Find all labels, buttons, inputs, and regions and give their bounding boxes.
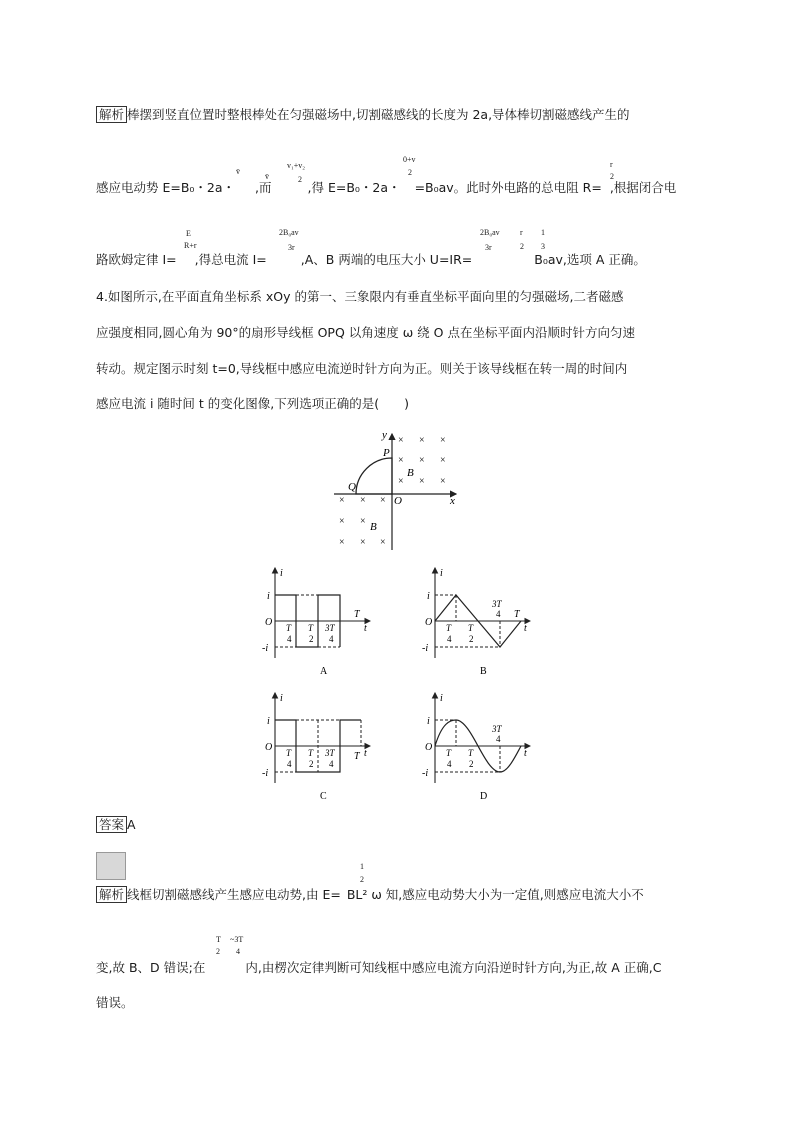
frac-U-num: 2B₀av	[480, 228, 500, 237]
svg-text:×: ×	[419, 455, 425, 466]
svg-text:4: 4	[287, 759, 292, 769]
svg-text:3T: 3T	[492, 724, 502, 734]
frac-U2-num: r	[520, 228, 523, 237]
svg-text:×: ×	[398, 476, 404, 487]
svg-text:×: ×	[398, 455, 404, 466]
frac-U2-den: 2	[520, 242, 524, 251]
svg-text:3T: 3T	[325, 623, 335, 633]
svg-text:×: ×	[339, 537, 345, 548]
answer-tag: 答案	[96, 816, 127, 833]
svg-text:i: i	[280, 568, 283, 579]
svg-text:3T: 3T	[492, 599, 502, 609]
magnetic-field-figure	[330, 426, 470, 554]
svg-text:2: 2	[309, 634, 314, 644]
svg-text:T: T	[354, 751, 360, 762]
sup-vbar-2: v̄	[265, 172, 269, 181]
svg-text:i: i	[427, 716, 430, 727]
svg-text:O: O	[265, 617, 273, 628]
analysis2-line-3: 错误。	[96, 995, 134, 1010]
svg-text:T: T	[286, 748, 292, 758]
frac-r-den: 2	[610, 172, 614, 181]
origin-label: O	[394, 495, 402, 507]
answer-line	[96, 815, 136, 833]
y-label: y	[382, 429, 387, 441]
analysis2-tag: 解析	[96, 886, 127, 903]
graph-B	[422, 568, 530, 677]
svg-text:O: O	[425, 742, 433, 753]
svg-text:×: ×	[419, 476, 425, 487]
svg-text:-i: -i	[422, 768, 429, 779]
svg-text:×: ×	[440, 476, 446, 487]
svg-text:×: ×	[398, 435, 404, 446]
svg-text:4: 4	[447, 634, 452, 644]
B-label-bottom: B	[370, 521, 377, 533]
Q-label: Q	[348, 481, 356, 493]
label-A: A	[320, 666, 328, 677]
svg-text:2: 2	[309, 759, 314, 769]
svg-text:2: 2	[469, 759, 474, 769]
question-4-line-3: 转动。规定图示时刻 t=0,导线框中感应电流逆时针方向为正。则关于该导线框在转一周的时间内	[96, 361, 628, 376]
sup-vbar: v̄	[236, 167, 240, 176]
svg-text:O: O	[425, 617, 433, 628]
svg-text:T: T	[286, 623, 292, 633]
frac-half-den: 2	[360, 875, 364, 884]
frac-I2-num: 2B₀av	[279, 228, 299, 237]
svg-text:×: ×	[360, 537, 366, 548]
svg-text:T: T	[354, 609, 360, 620]
analysis-line-1: 解析 棒摆到竖直位置时整根棒处在匀强磁场中,切割磁感线的长度为 2a,导体棒切割磁感线产生的	[96, 105, 630, 123]
svg-text:-i: -i	[262, 643, 269, 654]
svg-text:4: 4	[447, 759, 452, 769]
question-4-line-2: 应强度相同,圆心角为 90°的扇形导线框 OPQ 以角速度 ω 绕 O 点在坐标平面内沿顺时针方向匀速	[96, 325, 635, 340]
svg-text:×: ×	[339, 495, 345, 506]
svg-text:t: t	[524, 748, 527, 759]
analysis-tag: 解析	[96, 106, 127, 123]
svg-text:t: t	[524, 623, 527, 634]
svg-text:4: 4	[496, 609, 501, 619]
svg-text:t: t	[364, 623, 367, 634]
frac-half-num: 1	[360, 862, 364, 871]
frac-U3-num: 1	[541, 228, 545, 237]
analysis2-line-2: 变,故 B、D 错误;在 内,由楞次定律判断可知线框中感应电流方向沿逆时针方向,为正,故 A 正确,C	[96, 960, 662, 975]
frac-3T-den: 4	[236, 947, 240, 956]
frac-0v-den: 2	[408, 168, 412, 177]
svg-text:-i: -i	[422, 643, 429, 654]
frac-3T-num: ~3T	[230, 935, 244, 944]
svg-text:×: ×	[440, 435, 446, 446]
frac-v-den: 2	[298, 175, 302, 184]
svg-text:i: i	[267, 716, 270, 727]
frac-T-den: 2	[216, 947, 220, 956]
frac-I2-den: 3r	[288, 243, 295, 252]
svg-text:4: 4	[329, 634, 334, 644]
svg-text:i: i	[280, 693, 283, 704]
svg-text:i: i	[427, 591, 430, 602]
svg-text:T: T	[308, 623, 314, 633]
graphs-panel	[258, 560, 548, 810]
analysis-line-2: 感应电动势 E=B₀・2a・ ,而 ,得 E=B₀・2a・ =B₀av。此时外电路的总电阻 R= ,根据闭合电	[96, 180, 677, 195]
label-B: B	[480, 666, 487, 677]
svg-text:T: T	[468, 623, 474, 633]
svg-text:4: 4	[496, 734, 501, 744]
graph-D	[422, 693, 530, 802]
frac-T-num: T	[216, 935, 221, 944]
svg-text:t: t	[364, 748, 367, 759]
label-D: D	[480, 791, 488, 802]
svg-text:3T: 3T	[325, 748, 335, 758]
label-C: C	[320, 791, 327, 802]
svg-text:T: T	[308, 748, 314, 758]
svg-text:i: i	[440, 568, 443, 579]
P-label: P	[383, 447, 390, 459]
frac-I1-den: R+r	[184, 241, 197, 250]
answer-value: A	[127, 817, 136, 832]
svg-text:T: T	[468, 748, 474, 758]
svg-text:2: 2	[469, 634, 474, 644]
analysis2-line-1: 解析 线框切割磁感线产生感应电动势,由 E= BL² ω 知,感应电动势大小为一定值,则感应电流大小不	[96, 885, 644, 903]
frac-r-num: r	[610, 160, 613, 169]
svg-text:T: T	[514, 609, 520, 620]
sector-frame	[356, 458, 392, 494]
frac-v-num: v₁+v₂	[287, 161, 306, 170]
svg-text:i: i	[267, 591, 270, 602]
svg-text:×: ×	[440, 455, 446, 466]
svg-text:×: ×	[360, 516, 366, 527]
frac-0v-num: 0+v	[403, 155, 416, 164]
svg-text:O: O	[265, 742, 273, 753]
svg-text:4: 4	[287, 634, 292, 644]
graph-A	[262, 568, 370, 677]
frac-I1-num: E	[186, 229, 191, 238]
svg-text:×: ×	[380, 495, 386, 506]
frac-U-den: 3r	[485, 243, 492, 252]
svg-text:4: 4	[329, 759, 334, 769]
svg-text:×: ×	[339, 516, 345, 527]
svg-text:×: ×	[360, 495, 366, 506]
svg-text:T: T	[446, 748, 452, 758]
analysis-line-3: 路欧姆定律 I= ,得总电流 I= ,A、B 两端的电压大小 U=IR= B₀av,选项 A 正确。	[96, 252, 646, 267]
x-label: x	[450, 495, 455, 507]
svg-text:×: ×	[419, 435, 425, 446]
gray-block	[96, 852, 126, 880]
B-label-top: B	[407, 467, 414, 479]
question-4-line-4: 感应电流 i 随时间 t 的变化图像,下列选项正确的是( )	[96, 396, 409, 411]
graph-C	[262, 693, 370, 802]
svg-text:-i: -i	[262, 768, 269, 779]
svg-text:×: ×	[380, 537, 386, 548]
question-4-line-1: 4.如图所示,在平面直角坐标系 xOy 的第一、三象限内有垂直坐标平面向里的匀强磁场,二者磁感	[96, 289, 624, 304]
svg-text:T: T	[446, 623, 452, 633]
svg-text:i: i	[440, 693, 443, 704]
frac-U3-den: 3	[541, 242, 545, 251]
